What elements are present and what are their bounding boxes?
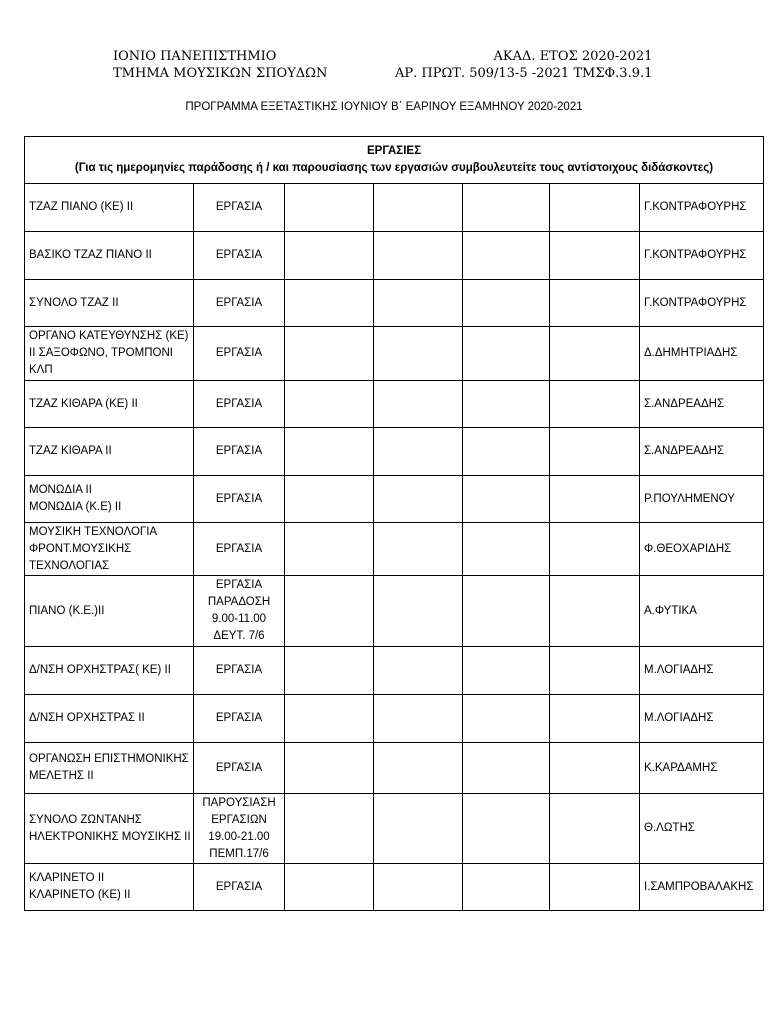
- reference-header: [395, 48, 652, 82]
- instructor-cell: Γ.ΚΟΝΤΡΑΦΟΥΡΗΣ: [640, 232, 764, 280]
- empty-cell: [285, 280, 374, 327]
- empty-cell: [374, 794, 463, 864]
- empty-cell: [463, 695, 550, 743]
- assessment-type-cell: ΕΡΓΑΣΙΑ: [194, 523, 285, 576]
- empty-cell: [550, 576, 640, 647]
- course-cell: ΣΥΝΟΛΟ ΤΖΑΖ ΙΙ: [25, 280, 194, 327]
- empty-cell: [285, 864, 374, 911]
- empty-cell: [285, 184, 374, 232]
- assessment-type-cell: ΕΡΓΑΣΙΑ: [194, 695, 285, 743]
- course-cell: ΒΑΣΙΚΟ ΤΖΑΖ ΠΙΑΝΟ ΙΙ: [25, 232, 194, 280]
- table-row: [25, 523, 764, 576]
- empty-cell: [463, 523, 550, 576]
- empty-cell: [463, 794, 550, 864]
- table-heading: ΕΡΓΑΣΙΕΣ: [367, 145, 421, 157]
- table-heading-row: [25, 137, 764, 184]
- assessment-type-cell: ΕΡΓΑΣΙΑ: [194, 428, 285, 476]
- course-cell: ΠΙΑΝΟ (Κ.Ε.)ΙΙ: [25, 576, 194, 647]
- empty-cell: [550, 794, 640, 864]
- empty-cell: [550, 381, 640, 428]
- table-row: [25, 476, 764, 523]
- empty-cell: [285, 743, 374, 794]
- course-cell: ΤΖΑΖ ΚΙΘΑΡΑ ΙΙ: [25, 428, 194, 476]
- empty-cell: [285, 381, 374, 428]
- empty-cell: [374, 647, 463, 695]
- empty-cell: [285, 476, 374, 523]
- empty-cell: [550, 743, 640, 794]
- table-row: [25, 695, 764, 743]
- protocol-number: ΑΡ. ΠΡΩΤ. 509/13-5 -2021 ΤΜΣΦ.3.9.1: [395, 66, 653, 81]
- empty-cell: [285, 523, 374, 576]
- empty-cell: [463, 184, 550, 232]
- empty-cell: [285, 794, 374, 864]
- document-title: ΠΡΟΓΡΑΜΜΑ ΕΞΕΤΑΣΤΙΚΗΣ ΙΟΥΝΙΟΥ Β΄ ΕΑΡΙΝΟΥ ΕΞΑΜΗΝΟΥ 2020-2021: [185, 101, 583, 113]
- empty-cell: [374, 381, 463, 428]
- assessment-type-cell: ΠΑΡΟΥΣΙΑΣΗ ΕΡΓΑΣΙΩΝ 19.00-21.00 ΠΕΜΠ.17/6: [194, 794, 285, 864]
- instructor-cell: Θ.ΛΩΤΗΣ: [640, 794, 764, 864]
- empty-cell: [374, 280, 463, 327]
- empty-cell: [285, 576, 374, 647]
- instructor-cell: Κ.ΚΑΡΔΑΜΗΣ: [640, 743, 764, 794]
- table-row: [25, 647, 764, 695]
- empty-cell: [463, 864, 550, 911]
- course-cell: ΟΡΓΑΝΩΣΗ ΕΠΙΣΤΗΜΟΝΙΚΗΣ ΜΕΛΕΤΗΣ ΙΙ: [25, 743, 194, 794]
- empty-cell: [550, 428, 640, 476]
- table-note: (Για τις ημερομηνίες παράδοσης ή / και παρουσίασης των εργασιών συμβουλευτείτε τους αντίστοιχους διδάσκοντες): [74, 162, 714, 174]
- academic-year: ΑΚΑΔ. ΕΤΟΣ 2020-2021: [493, 49, 653, 64]
- department-name: ΤΜΗΜΑ ΜΟΥΣΙΚΩΝ ΣΠΟΥΔΩΝ: [113, 66, 328, 81]
- empty-cell: [463, 576, 550, 647]
- assessment-type-cell: ΕΡΓΑΣΙΑ: [194, 743, 285, 794]
- empty-cell: [463, 476, 550, 523]
- assessment-type-cell: ΕΡΓΑΣΙΑ: [194, 327, 285, 381]
- course-cell: ΤΖΑΖ ΠΙΑΝΟ (ΚΕ) ΙΙ: [25, 184, 194, 232]
- instructor-cell: Α.ΦΥΤΙΚΑ: [640, 576, 764, 647]
- course-cell: ΜΟΝΩΔΙΑ ΙΙ ΜΟΝΩΔΙΑ (Κ.Ε) ΙΙ: [25, 476, 194, 523]
- empty-cell: [550, 327, 640, 381]
- assessment-type-cell: ΕΡΓΑΣΙΑ: [194, 280, 285, 327]
- institution-header: [113, 48, 327, 82]
- empty-cell: [285, 695, 374, 743]
- assessment-type-cell: ΕΡΓΑΣΙΑ: [194, 381, 285, 428]
- empty-cell: [463, 647, 550, 695]
- course-cell: Δ/ΝΣΗ ΟΡΧΗΣΤΡΑΣ ΙΙ: [25, 695, 194, 743]
- course-cell: ΟΡΓΑΝΟ ΚΑΤΕΥΘΥΝΣΗΣ (ΚΕ) ΙΙ ΣΑΞΟΦΩΝΟ, ΤΡΟΜΠΟΝΙ ΚΛΠ: [25, 327, 194, 381]
- empty-cell: [550, 523, 640, 576]
- empty-cell: [374, 523, 463, 576]
- empty-cell: [463, 381, 550, 428]
- empty-cell: [463, 428, 550, 476]
- assessment-type-cell: ΕΡΓΑΣΙΑ: [194, 184, 285, 232]
- table-heading-cell: [25, 137, 764, 184]
- instructor-cell: Ρ.ΠΟΥΛΗΜΕΝΟΥ: [640, 476, 764, 523]
- table-row: [25, 327, 764, 381]
- table-row: [25, 743, 764, 794]
- instructor-cell: Γ.ΚΟΝΤΡΑΦΟΥΡΗΣ: [640, 184, 764, 232]
- empty-cell: [374, 743, 463, 794]
- empty-cell: [550, 476, 640, 523]
- assessment-type-cell: ΕΡΓΑΣΙΑ: [194, 476, 285, 523]
- empty-cell: [374, 695, 463, 743]
- assessment-type-cell: ΕΡΓΑΣΙΑ: [194, 864, 285, 911]
- empty-cell: [374, 184, 463, 232]
- empty-cell: [285, 647, 374, 695]
- course-cell: ΜΟΥΣΙΚΗ ΤΕΧΝΟΛΟΓΙΑ ΦΡΟΝΤ.ΜΟΥΣΙΚΗΣ ΤΕΧΝΟΛΟΓΙΑΣ: [25, 523, 194, 576]
- table-row: [25, 864, 764, 911]
- empty-cell: [463, 327, 550, 381]
- empty-cell: [285, 428, 374, 476]
- empty-cell: [374, 327, 463, 381]
- empty-cell: [550, 232, 640, 280]
- course-cell: Δ/ΝΣΗ ΟΡΧΗΣΤΡΑΣ( ΚΕ) ΙΙ: [25, 647, 194, 695]
- empty-cell: [550, 280, 640, 327]
- instructor-cell: Δ.ΔΗΜΗΤΡΙΑΔΗΣ: [640, 327, 764, 381]
- table-row: [25, 381, 764, 428]
- empty-cell: [550, 695, 640, 743]
- assessment-type-cell: ΕΡΓΑΣΙΑ ΠΑΡΑΔΟΣΗ 9.00-11.00 ΔΕΥΤ. 7/6: [194, 576, 285, 647]
- empty-cell: [463, 232, 550, 280]
- empty-cell: [374, 864, 463, 911]
- empty-cell: [550, 184, 640, 232]
- assessment-type-cell: ΕΡΓΑΣΙΑ: [194, 647, 285, 695]
- table-row: [25, 576, 764, 647]
- instructor-cell: Μ.ΛΟΓΙΑΔΗΣ: [640, 647, 764, 695]
- instructor-cell: Σ.ΑΝΔΡΕΑΔΗΣ: [640, 428, 764, 476]
- empty-cell: [374, 428, 463, 476]
- empty-cell: [374, 232, 463, 280]
- table-row: [25, 184, 764, 232]
- empty-cell: [285, 327, 374, 381]
- table-row: [25, 280, 764, 327]
- university-name: ΙΟΝΙΟ ΠΑΝΕΠΙΣΤΗΜΙΟ: [113, 49, 277, 64]
- exam-schedule-table: [24, 136, 764, 911]
- table-row: [25, 428, 764, 476]
- table-row: [25, 232, 764, 280]
- instructor-cell: Σ.ΑΝΔΡΕΑΔΗΣ: [640, 381, 764, 428]
- empty-cell: [374, 576, 463, 647]
- instructor-cell: Γ.ΚΟΝΤΡΑΦΟΥΡΗΣ: [640, 280, 764, 327]
- course-cell: ΤΖΑΖ ΚΙΘΑΡΑ (ΚΕ) ΙΙ: [25, 381, 194, 428]
- empty-cell: [463, 743, 550, 794]
- empty-cell: [463, 280, 550, 327]
- empty-cell: [550, 647, 640, 695]
- course-cell: ΚΛΑΡΙΝΕΤΟ ΙΙ ΚΛΑΡΙΝΕΤΟ (ΚΕ) ΙΙ: [25, 864, 194, 911]
- assessment-type-cell: ΕΡΓΑΣΙΑ: [194, 232, 285, 280]
- course-cell: ΣΥΝΟΛΟ ΖΩΝΤΑΝΗΣ ΗΛΕΚΤΡΟΝΙΚΗΣ ΜΟΥΣΙΚΗΣ ΙΙ: [25, 794, 194, 864]
- instructor-cell: Φ.ΘΕΟΧΑΡΙΔΗΣ: [640, 523, 764, 576]
- empty-cell: [374, 476, 463, 523]
- instructor-cell: Μ.ΛΟΓΙΑΔΗΣ: [640, 695, 764, 743]
- instructor-cell: Ι.ΣΑΜΠΡΟΒΑΛΑΚΗΣ: [640, 864, 764, 911]
- empty-cell: [285, 232, 374, 280]
- table-row: [25, 794, 764, 864]
- empty-cell: [550, 864, 640, 911]
